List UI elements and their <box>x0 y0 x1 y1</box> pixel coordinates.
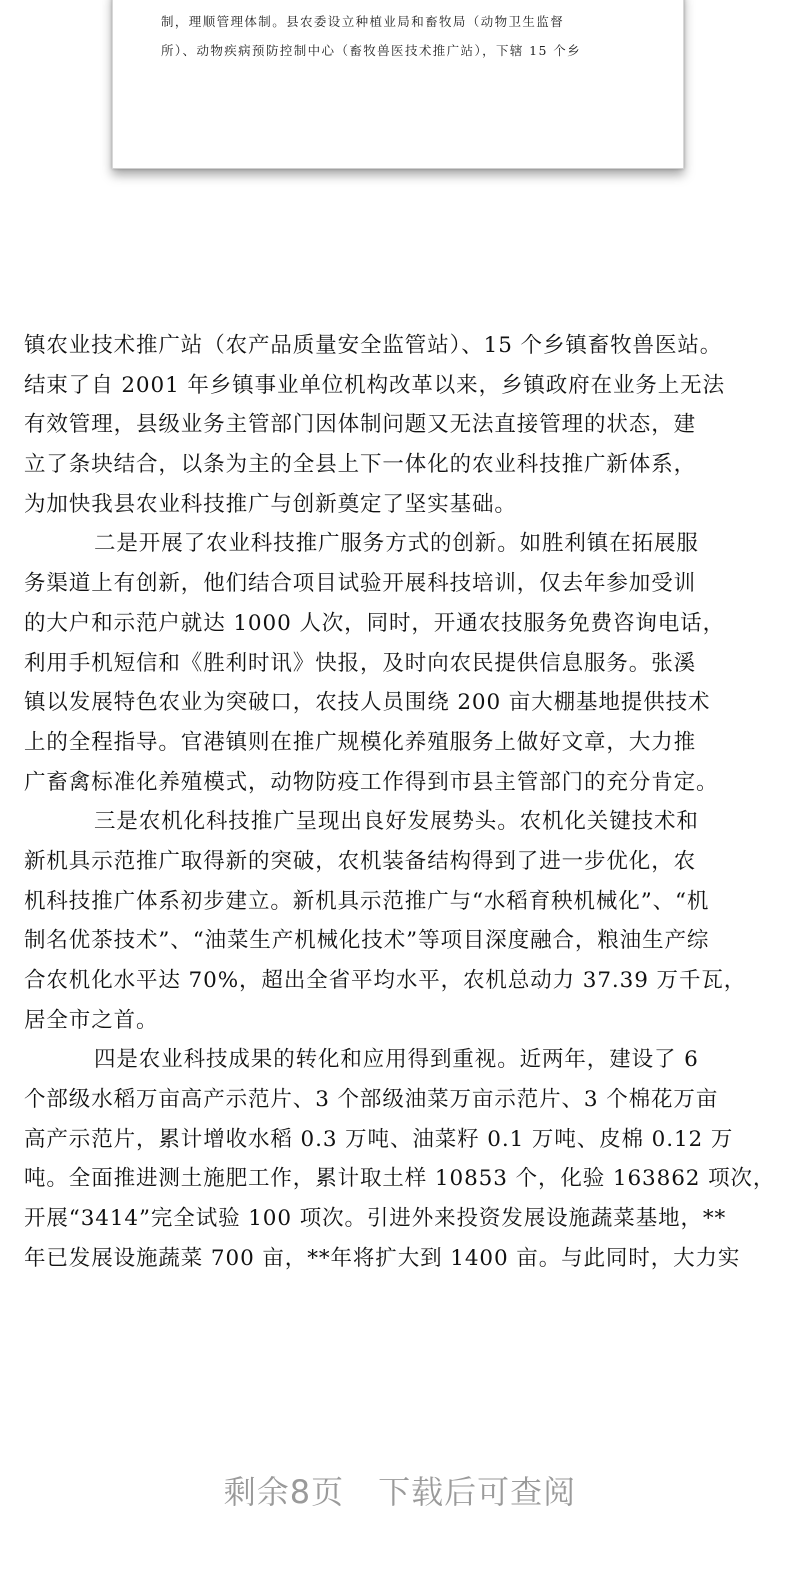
body-line: 立了条块结合，以条为主的全县上下一体化的农业科技推广新体系， <box>24 452 697 478</box>
remaining-pages-label: 剩余8页 <box>223 1473 345 1511</box>
previous-page-preview <box>112 0 684 169</box>
download-hint-label: 下载后可查阅 <box>378 1473 577 1511</box>
paragraph-start-line: 二是开展了农业科技推广服务方式的创新。如胜利镇在拓展服 <box>94 531 699 557</box>
body-line: 居全市之首。 <box>24 1007 159 1033</box>
body-line: 高产示范片，累计增收水稻 0.3 万吨、油菜籽 0.1 万吨、皮棉 0.12 万 <box>24 1126 734 1152</box>
body-line: 上的全程指导。官港镇则在推广规模化养殖服务上做好文章，大力推 <box>24 729 697 755</box>
document-body <box>24 326 794 1279</box>
body-line: 机科技推广体系初步建立。新机具示范推广与“水稻育秧机械化”、“机 <box>24 888 710 914</box>
body-line: 广畜禽标准化养殖模式，动物防疫工作得到市县主管部门的充分肯定。 <box>24 769 719 795</box>
body-line: 镇农业技术推广站（农产品质量安全监管站）、15 个乡镇畜牧兽医站。 <box>24 333 723 358</box>
body-line: 个部级水稻万亩高产示范片、3 个部级油菜万亩示范片、3 个棉花万亩 <box>24 1087 719 1113</box>
body-line: 新机具示范推广取得新的突破，农机装备结构得到了进一步优化，农 <box>24 848 697 874</box>
body-line: 制名优茶技术”、“油菜生产机械化技术”等项目深度融合，粮油生产综 <box>24 928 710 954</box>
paragraph-start-line: 四是农业科技成果的转化和应用得到重视。近两年，建设了 6 <box>94 1047 699 1073</box>
preview-text-line: 制，理顺管理体制。县农委设立种植业局和畜牧局（动物卫生监督 <box>161 14 565 29</box>
body-line: 结束了自 2001 年乡镇事业单位机构改革以来，乡镇政府在业务上无法 <box>24 372 725 398</box>
body-line: 务渠道上有创新，他们结合项目试验开展科技培训，仅去年参加受训 <box>24 571 697 597</box>
body-line: 吨。全面推进测土施肥工作，累计取土样 10853 个，化验 163862 项次， <box>24 1166 776 1192</box>
body-line: 镇以发展特色农业为突破口，农技人员围绕 200 亩大棚基地提供技术 <box>24 690 711 716</box>
body-line: 为加快我县农业科技推广与创新奠定了坚实基础。 <box>24 491 517 517</box>
body-line: 有效管理，县级业务主管部门因体制问题又无法直接管理的状态，建 <box>24 412 697 438</box>
preview-text-line: 所）、动物疾病预防控制中心（畜牧兽医技术推广站），下辖 15 个乡 <box>161 43 582 58</box>
paragraph-start-line: 三是农机化科技推广呈现出良好发展势头。农机化关键技术和 <box>94 809 699 835</box>
body-line: 年已发展设施蔬菜 700 亩，**年将扩大到 1400 亩。与此同时，大力实 <box>24 1245 741 1271</box>
body-line: 利用手机短信和《胜利时讯》快报，及时向农民提供信息服务。张溪 <box>24 650 697 676</box>
body-line: 开展“3414”完全试验 100 项次。引进外来投资发展设施蔬菜基地，** <box>24 1206 727 1232</box>
body-line: 合农机化水平达 70%，超出全省平均水平，农机总动力 37.39 万千瓦， <box>24 968 747 993</box>
download-to-read-more-banner[interactable] <box>0 1467 800 1513</box>
body-line: 的大户和示范户就达 1000 人次，同时，开通农技服务免费咨询电话， <box>24 610 725 636</box>
